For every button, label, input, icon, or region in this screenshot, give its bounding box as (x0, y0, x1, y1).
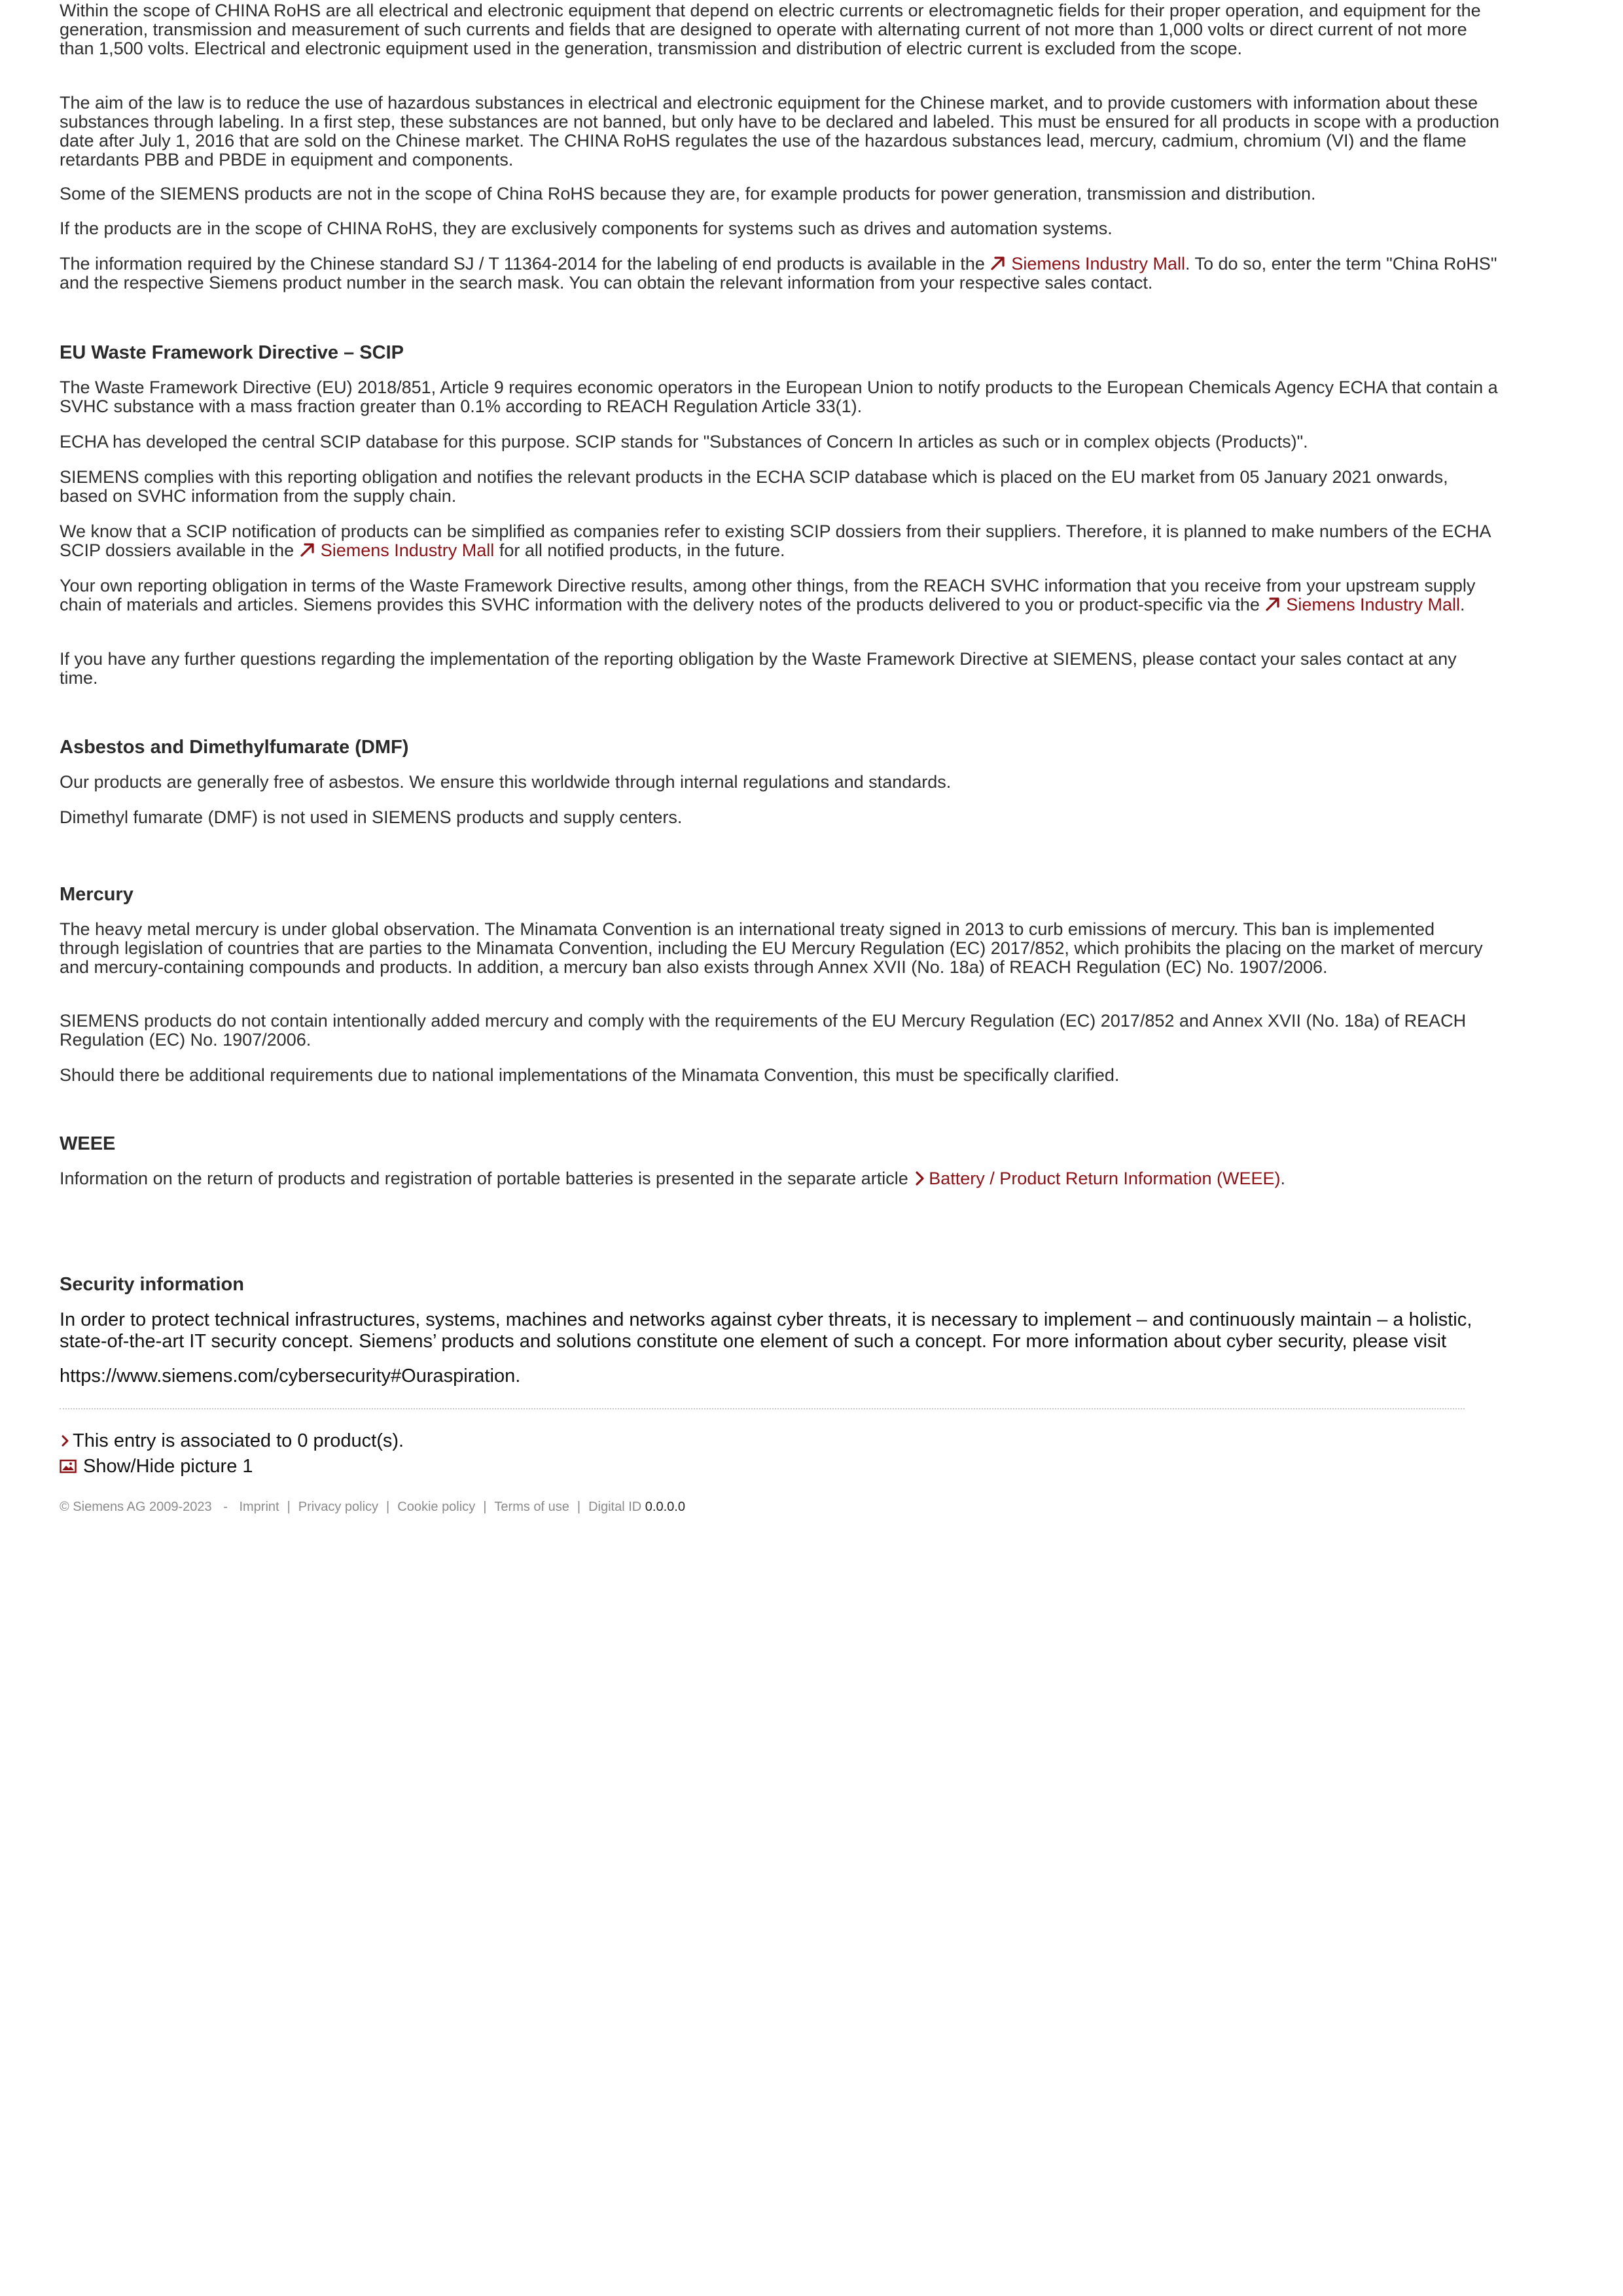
text: for all notified products, in the future. (494, 540, 785, 560)
weee-heading: WEEE (60, 1133, 116, 1154)
copyright: © Siemens AG 2009-2023 (60, 1500, 212, 1514)
footer-meta (60, 1500, 685, 1515)
text: . (1460, 595, 1465, 614)
china-rohs-paragraph-2: The aim of the law is to reduce the use of hazardous substances in electrical and electronic equipment for the Chinese market, and to provide customers with information about these substances through labeling. In a first step, these substances are not banned, but only have to be declared and labeled. This must be ensured for all products in scope with a production date after July 1, 2016 that are sold on the Chinese market. The CHINA RoHS regulates the use of the hazardous substances lead, mercury, cadmium, chromium (VI) and the flame retardants PBB and PBDE in equipment and components. (60, 93, 1499, 169)
digital-id-value: 0.0.0.0 (645, 1500, 685, 1514)
mercury-paragraph-1: The heavy metal mercury is under global observation. The Minamata Convention is an international treaty signed in 2013 to curb emissions of mercury. This ban is implemented through legislation of countries that are parties to the Minamata Convention, including the EU Mercury Regulation (EC) 2017/852, which prohibits the placing on the market of mercury and mercury-containing compounds and products. In addition, a mercury ban also exists through Annex XVII (No. 18a) of REACH Regulation (EC) No. 1907/2006. (60, 919, 1483, 977)
siemens-industry-mall-link[interactable] (299, 540, 495, 560)
show-hide-picture-label: Show/Hide picture 1 (83, 1456, 253, 1477)
associated-products-label: This entry is associated to 0 product(s). (73, 1430, 404, 1451)
scip-paragraph-5 (60, 576, 1499, 614)
external-arrow-icon (990, 255, 1007, 271)
asbestos-heading: Asbestos and Dimethylfumarate (DMF) (60, 737, 409, 758)
siemens-industry-mall-link[interactable] (1264, 595, 1460, 614)
link-label: Siemens Industry Mall (1011, 254, 1185, 274)
footer-link-imprint[interactable]: Imprint (239, 1500, 279, 1514)
security-heading: Security information (60, 1274, 244, 1295)
security-paragraph-1: In order to protect technical infrastructures, systems, machines and networks against cyber threats, it is necessary to implement – and continuously maintain – a holistic, state-of-the-art IT security concept. Siemens’ products and solutions constitute one element of such a concept. For more information about cyber security, please visit (60, 1309, 1472, 1352)
digital-id-label: Digital ID (588, 1500, 642, 1514)
asbestos-paragraph-2: Dimethyl fumarate (DMF) is not used in SIEMENS products and supply centers. (60, 807, 683, 827)
separator: | (386, 1500, 390, 1514)
scip-heading: EU Waste Framework Directive – SCIP (60, 342, 404, 363)
asbestos-paragraph-1: Our products are generally free of asbestos. We ensure this worldwide through internal regulations and standards. (60, 772, 952, 792)
link-label: Siemens Industry Mall (320, 540, 495, 560)
associated-products-link[interactable] (60, 1430, 404, 1452)
show-hide-picture-link[interactable] (60, 1456, 253, 1477)
scip-paragraph-3: SIEMENS complies with this reporting obligation and notifies the relevant products in the ECHA SCIP database which is placed on the EU market from 05 January 2021 onwards, based on SVHC information from the supply chain. (60, 467, 1448, 506)
separator: - (223, 1500, 228, 1514)
separator: | (287, 1500, 291, 1514)
picture-icon (60, 1459, 77, 1474)
mercury-paragraph-3: Should there be additional requirements due to national implementations of the Minamata Convention, this must be specifically clarified. (60, 1065, 1120, 1085)
footer-link-terms-of-use[interactable]: Terms of use (494, 1500, 569, 1514)
scip-paragraph-1: The Waste Framework Directive (EU) 2018/851, Article 9 requires economic operators in the European Union to notify products to the European Chemicals Agency ECHA that contain a SVHC substance with a mass fraction greater than 0.1% according to REACH Regulation Article 33(1). (60, 378, 1498, 416)
siemens-industry-mall-link[interactable] (990, 254, 1185, 274)
scip-paragraph-6: If you have any further questions regarding the implementation of the reporting obligation by the Waste Framework Directive at SIEMENS, please contact your sales contact at any time. (60, 649, 1457, 688)
link-label: Battery / Product Return Information (WEEE) (929, 1169, 1281, 1188)
china-rohs-paragraph-1: Within the scope of CHINA RoHS are all electrical and electronic equipment that depend on electric currents or electromagnetic fields for their proper operation, and equipment for the generation, transmission and measurement of such currents and fields that are designed to operate with alternating current of not more than 1,000 volts or direct current of not more than 1,500 volts. Electrical and electronic equipment used in the generation, transmission and distribution of electric current is excluded from the scope. (60, 1, 1481, 58)
text: . To do so, enter the term "China RoHS" and the respective Siemens product number in the search mask. You can obtain the relevant information from your respective sales contact. (60, 254, 1497, 292)
external-arrow-icon (299, 542, 317, 557)
battery-product-return-link[interactable] (913, 1169, 1280, 1188)
chevron-right-icon (913, 1171, 926, 1186)
scip-paragraph-4 (60, 522, 1499, 560)
divider (60, 1408, 1465, 1409)
text: We know that a SCIP notification of products can be simplified as companies refer to existing SCIP dossiers from their suppliers. Therefore, it is planned to make numbers of the ECHA SCIP dossiers available in the (60, 521, 1491, 560)
china-rohs-paragraph-5 (60, 255, 1499, 292)
china-rohs-paragraph-4: If the products are in the scope of CHINA RoHS, they are exclusively components for systems such as drives and automation systems. (60, 219, 1113, 238)
mercury-paragraph-2: SIEMENS products do not contain intentionally added mercury and comply with the requirements of the EU Mercury Regulation (EC) 2017/852 and Annex XVII (No. 18a) of REACH Regulation (EC) No. 1907/2006. (60, 1011, 1467, 1050)
weee-paragraph (60, 1169, 1285, 1188)
link-label: Siemens Industry Mall (1286, 595, 1461, 614)
scip-paragraph-2: ECHA has developed the central SCIP database for this purpose. SCIP stands for "Substances of Concern In articles as such or in complex objects (Products)". (60, 432, 1308, 451)
separator: | (577, 1500, 581, 1514)
chevron-right-icon (60, 1434, 70, 1448)
text: . (1280, 1169, 1285, 1188)
separator: | (483, 1500, 487, 1514)
text: Information on the return of products and registration of portable batteries is presented in the separate article (60, 1169, 914, 1188)
china-rohs-paragraph-3: Some of the SIEMENS products are not in the scope of China RoHS because they are, for example products for power generation, transmission and distribution. (60, 184, 1316, 203)
mercury-heading: Mercury (60, 884, 134, 905)
footer-link-privacy-policy[interactable]: Privacy policy (298, 1500, 379, 1514)
footer-link-cookie-policy[interactable]: Cookie policy (397, 1500, 476, 1514)
external-arrow-icon (1264, 596, 1282, 612)
security-url: https://www.siemens.com/cybersecurity#Ouraspiration. (60, 1366, 521, 1386)
text: Your own reporting obligation in terms of the Waste Framework Directive results, among other things, from the REACH SVHC information that you receive from your upstream supply chain of materials and articles. Siemens provides this SVHC information with the delivery notes of the products delivered to you or product-specific via the (60, 576, 1476, 614)
text: The information required by the Chinese standard SJ / T 11364-2014 for the labeling of end products is available in the (60, 254, 990, 274)
